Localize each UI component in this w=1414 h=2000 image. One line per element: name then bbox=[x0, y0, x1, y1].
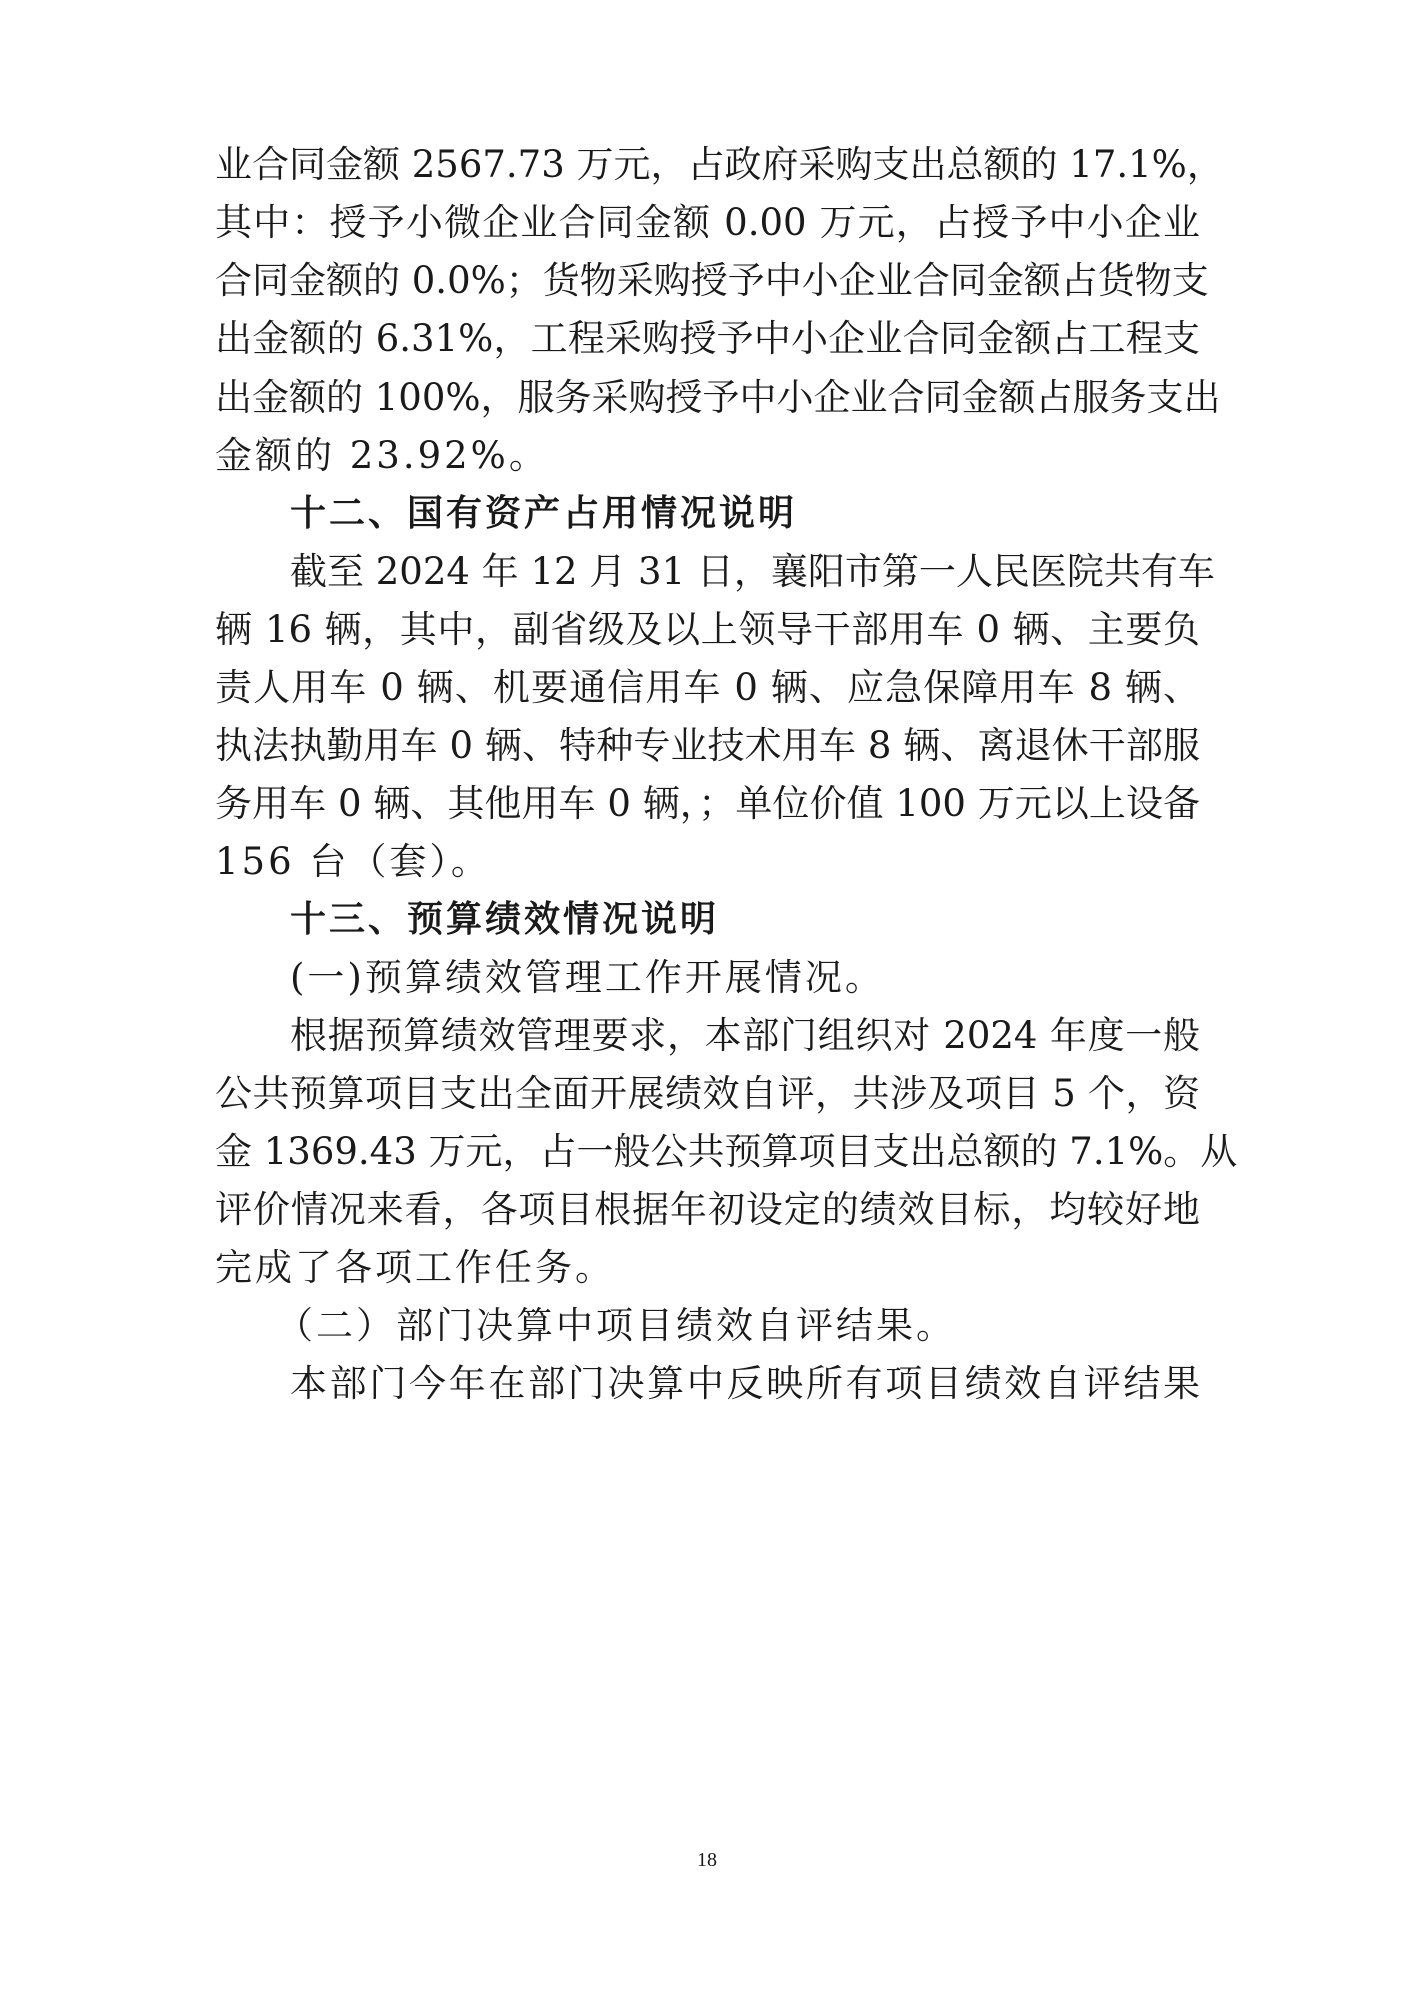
section-heading-13: 十三、预算绩效情况说明 bbox=[290, 899, 720, 940]
body-text-line: 本部门今年在部门决算中反映所有项目绩效自评结果 bbox=[290, 1362, 1200, 1405]
page-number: 18 bbox=[697, 1849, 717, 1871]
body-text-line: 出金额的 100%，服务采购授予中小企业合同金额占服务支出 bbox=[215, 376, 1221, 419]
body-text-line: 其中：授予小微企业合同金额 0.00 万元，占授予中小企业 bbox=[215, 201, 1200, 244]
body-text-line: 执法执勤用车 0 辆、特种专业技术用车 8 辆、离退休干部服 bbox=[215, 724, 1200, 767]
body-text-line: 责人用车 0 辆、机要通信用车 0 辆、应急保障用车 8 辆、 bbox=[215, 666, 1200, 709]
body-text-line: 评价情况来看，各项目根据年初设定的绩效目标，均较好地 bbox=[215, 1188, 1200, 1231]
body-text-line: 公共预算项目支出全面开展绩效自评，共涉及项目 5 个，资 bbox=[215, 1072, 1200, 1115]
body-text-line: 务用车 0 辆、其他用车 0 辆，；单位价值 100 万元以上设备 bbox=[215, 782, 1200, 825]
body-text-line: 156 台（套）。 bbox=[215, 840, 491, 883]
body-text-line: 出金额的 6.31%，工程采购授予中小企业合同金额占工程支 bbox=[215, 317, 1200, 360]
body-text-line: 根据预算绩效管理要求，本部门组织对 2024 年度一般 bbox=[290, 1014, 1200, 1057]
body-text-line: 截至 2024 年 12 月 31 日，襄阳市第一人民医院共有车 bbox=[290, 550, 1215, 593]
subsection-heading-1: (一)预算绩效管理工作开展情况。 bbox=[290, 956, 885, 999]
body-text-line: 辆 16 辆，其中，副省级及以上领导干部用车 0 辆、主要负 bbox=[215, 608, 1200, 651]
section-heading-12: 十二、国有资产占用情况说明 bbox=[290, 493, 798, 534]
body-text-line: 金额的 23.92%。 bbox=[215, 434, 549, 477]
body-text-line: 业合同金额 2567.73 万元，占政府采购支出总额的 17.1%， bbox=[215, 143, 1224, 186]
body-text-line: 金 1369.43 万元，占一般公共预算项目支出总额的 7.1%。从 bbox=[215, 1130, 1238, 1173]
body-text-line: 完成了各项工作任务。 bbox=[215, 1246, 615, 1289]
subsection-heading-2: （二）部门决算中项目绩效自评结果。 bbox=[276, 1304, 956, 1347]
body-text-line: 合同金额的 0.0%；货物采购授予中小企业合同金额占货物支 bbox=[215, 259, 1209, 302]
